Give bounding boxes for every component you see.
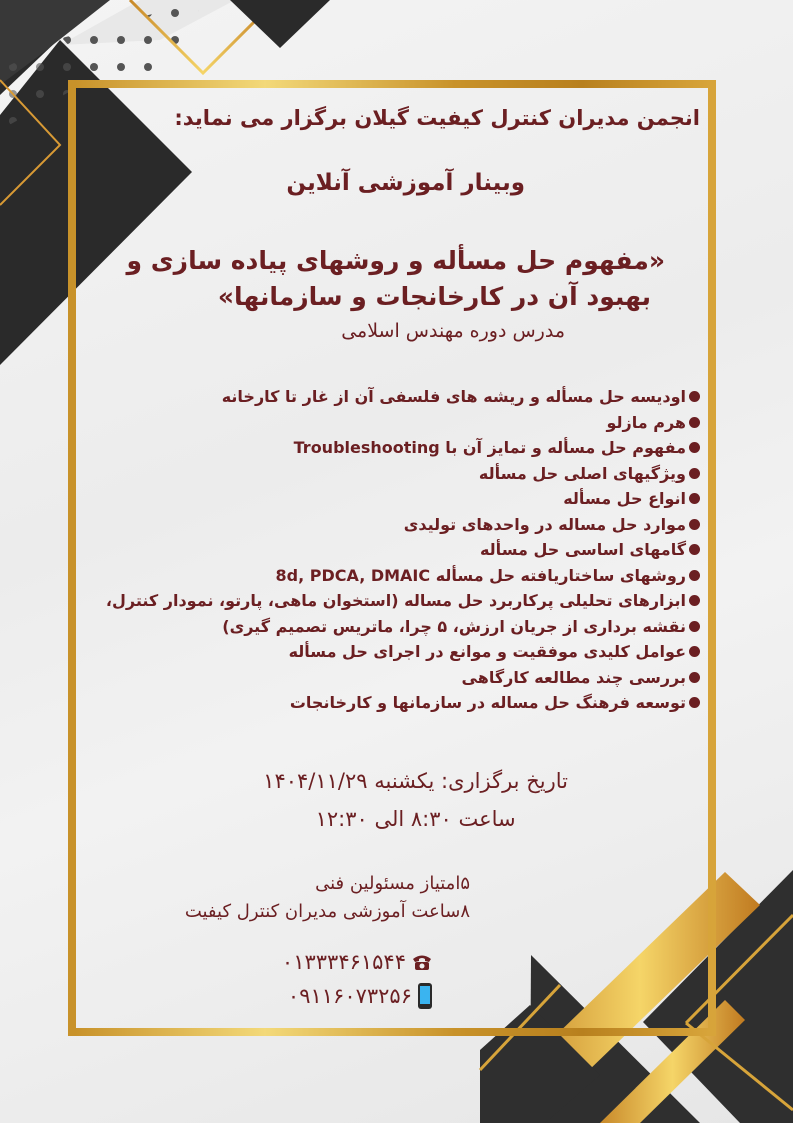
bullet-icon: [689, 672, 700, 683]
title-line-2: بهبود آن در کارخانجات و سازمانها»: [217, 282, 651, 311]
bullet-icon: [689, 570, 700, 581]
bullet-icon: [689, 595, 700, 606]
bullet-icon: [689, 442, 700, 453]
event-type: وبینار آموزشی آنلاین: [286, 170, 525, 196]
bullet-icon: [689, 391, 700, 402]
bullet-icon: [689, 646, 700, 657]
list-item: مفهوم حل مسأله و تمایز آن با Troubleshooting: [106, 435, 700, 461]
topics-list: [106, 384, 700, 716]
event-time: ساعت ۸:۳۰ الی ۱۲:۳۰: [315, 807, 516, 831]
host-line: انجمن مدیران کنترل کیفیت گیلان برگزار می نماید:: [174, 106, 700, 130]
list-item: گامهای اساسی حل مسأله: [106, 537, 700, 563]
event-date: تاریخ برگزاری: یکشنبه ۱۴۰۴/۱۱/۲۹: [263, 769, 568, 793]
credit-technical: ۵امتیاز مسئولین فنی: [315, 873, 470, 894]
bullet-icon: [689, 621, 700, 632]
title-line-1: «مفهوم حل مسأله و روشهای پیاده سازی و: [126, 246, 665, 275]
bullet-icon: [689, 493, 700, 504]
mobile-row: [282, 979, 432, 1013]
bullet-icon: [689, 544, 700, 555]
instructor: مدرس دوره مهندس اسلامی: [341, 320, 565, 342]
bullet-icon: [689, 697, 700, 708]
list-item: نقشه برداری از جریان ارزش، ۵ چرا، ماتریس تصمیم گیری): [106, 614, 700, 640]
list-item: اودیسه حل مسأله و ریشه های فلسفی آن از غار تا کارخانه: [106, 384, 700, 410]
list-item: هرم مازلو: [106, 410, 700, 436]
schedule: [263, 762, 568, 838]
mobile-phone-icon: [418, 983, 432, 1009]
credit-training-hours: ۸ساعت آموزشی مدیران کنترل کیفیت: [184, 901, 470, 922]
bullet-icon: [689, 417, 700, 428]
telephone-icon: [412, 953, 432, 971]
contact-info: [282, 945, 432, 1013]
list-item: ویژگیهای اصلی حل مسأله: [106, 461, 700, 487]
list-item: توسعه فرهنگ حل مساله در سازمانها و کارخانجات: [106, 690, 700, 716]
list-item: انواع حل مسأله: [106, 486, 700, 512]
list-item: روشهای ساختاریافته حل مسأله 8d, PDCA, DMAIC: [106, 563, 700, 589]
bullet-icon: [689, 519, 700, 530]
mobile-number: ۰۹۱۱۶۰۷۳۲۵۶: [287, 984, 412, 1008]
list-item: بررسی چند مطالعه کارگاهی: [106, 665, 700, 691]
bullet-icon: [689, 468, 700, 479]
list-item: عوامل کلیدی موفقیت و موانع در اجرای حل مسأله: [106, 639, 700, 665]
list-item: موارد حل مساله در واحدهای تولیدی: [106, 512, 700, 538]
list-item: ابزارهای تحلیلی پرکاربرد حل مساله (استخوان ماهی، پارتو، نمودار کنترل،: [106, 588, 700, 614]
webinar-title: [127, 243, 665, 315]
credits: [185, 870, 470, 926]
phone-row: [282, 945, 432, 979]
phone-number: ۰۱۳۳۳۴۶۱۵۴۴: [281, 950, 406, 974]
